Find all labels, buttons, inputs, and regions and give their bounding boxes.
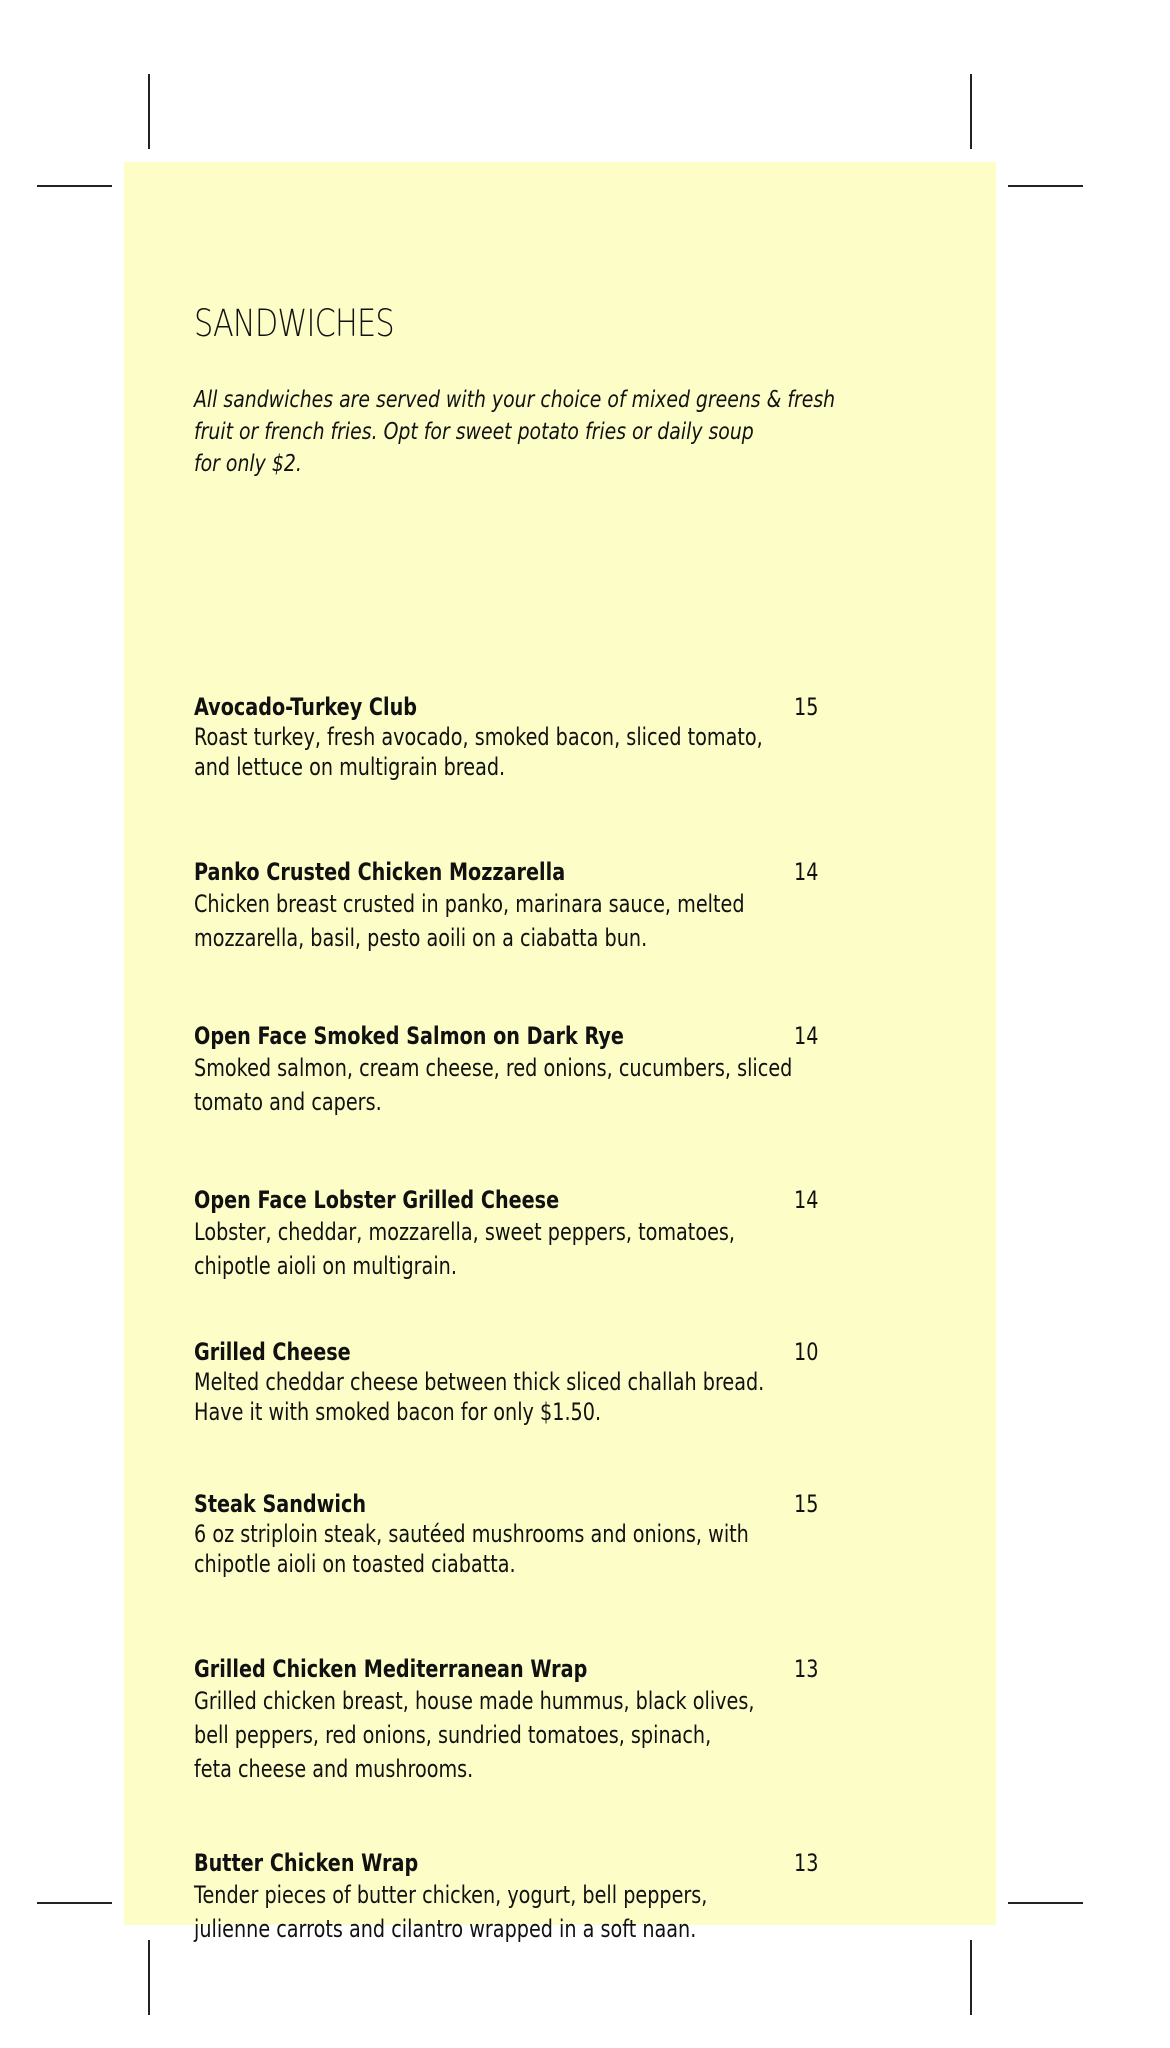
item-description (194, 887, 850, 955)
item-description-line: julienne carrots and cilantro wrapped in a soft naan. (194, 1915, 697, 1943)
section-intro (194, 384, 836, 480)
item-description (194, 1051, 850, 1119)
item-price: 13 (794, 1655, 819, 1683)
item-description-line: Grilled chicken breast, house made hummus, black olives, (194, 1687, 755, 1715)
menu-card (124, 162, 996, 1943)
item-description-line: and lettuce on multigrain bread. (194, 753, 506, 781)
crop-mark-left-bottom (37, 1902, 112, 1904)
menu-item (194, 1337, 874, 1427)
intro-line: fruit or french fries. Opt for sweet potato fries or daily soup (194, 419, 754, 445)
item-description-line: feta cheese and mushrooms. (194, 1755, 474, 1783)
item-description (194, 1519, 850, 1579)
crop-mark-bottom-right (970, 1940, 972, 2015)
crop-mark-top-left (148, 74, 150, 149)
crop-mark-top-right (970, 74, 972, 149)
item-name: Panko Crusted Chicken Mozzarella (194, 858, 566, 886)
item-price: 15 (794, 693, 819, 721)
item-description-line: Smoked salmon, cream cheese, red onions, cucumbers, sliced (194, 1054, 793, 1082)
menu-item (194, 692, 874, 782)
item-price: 14 (794, 1022, 819, 1050)
item-name: Grilled Chicken Mediterranean Wrap (194, 1655, 588, 1683)
item-description-line: tomato and capers. (194, 1088, 382, 1116)
item-description-line: Chicken breast crusted in panko, marinara sauce, melted (194, 890, 745, 918)
section-title: SANDWICHES (194, 302, 394, 345)
intro-line: for only $2. (194, 451, 302, 477)
item-name: Open Face Lobster Grilled Cheese (194, 1186, 560, 1214)
crop-mark-bottom-left (148, 1940, 150, 2015)
item-description (194, 1684, 850, 1786)
item-price: 10 (794, 1338, 819, 1366)
intro-line: All sandwiches are served with your choice of mixed greens & fresh (194, 387, 836, 413)
menu-item (194, 1848, 874, 1946)
item-description-line: Lobster, cheddar, mozzarella, sweet peppers, tomatoes, (194, 1218, 736, 1246)
item-name: Butter Chicken Wrap (194, 1849, 419, 1877)
item-price: 15 (794, 1490, 819, 1518)
item-description-line: chipotle aioli on multigrain. (194, 1252, 457, 1280)
item-description (194, 1215, 850, 1283)
item-description-line: Melted cheddar cheese between thick sliced challah bread. (194, 1368, 765, 1396)
item-description (194, 1367, 850, 1427)
item-price: 14 (794, 1186, 819, 1214)
crop-mark-left-top (37, 185, 112, 187)
crop-mark-right-top (1008, 185, 1083, 187)
item-price: 14 (794, 858, 819, 886)
item-description-line: chipotle aioli on toasted ciabatta. (194, 1550, 516, 1578)
item-description-line: Tender pieces of butter chicken, yogurt, bell peppers, (194, 1881, 708, 1909)
item-description-line: mozzarella, basil, pesto aoili on a ciabatta bun. (194, 924, 648, 952)
item-description (194, 1878, 850, 1946)
menu-item (194, 1021, 874, 1119)
item-description-line: Have it with smoked bacon for only $1.50. (194, 1398, 602, 1426)
item-price: 13 (794, 1849, 819, 1877)
item-name: Avocado-Turkey Club (194, 693, 417, 721)
crop-mark-right-bottom (1008, 1902, 1083, 1904)
menu-item (194, 1654, 874, 1786)
menu-item (194, 1489, 874, 1579)
item-description-line: bell peppers, red onions, sundried tomatoes, spinach, (194, 1721, 712, 1749)
menu-item (194, 1185, 874, 1283)
item-description-line: Roast turkey, fresh avocado, smoked bacon, sliced tomato, (194, 723, 763, 751)
item-name: Steak Sandwich (194, 1490, 367, 1518)
item-description-line: 6 oz striploin steak, sautéed mushrooms and onions, with (194, 1520, 749, 1548)
item-description (194, 722, 850, 782)
item-name: Open Face Smoked Salmon on Dark Rye (194, 1022, 624, 1050)
menu-content (194, 302, 854, 1943)
item-name: Grilled Cheese (194, 1338, 351, 1366)
menu-item (194, 857, 874, 955)
